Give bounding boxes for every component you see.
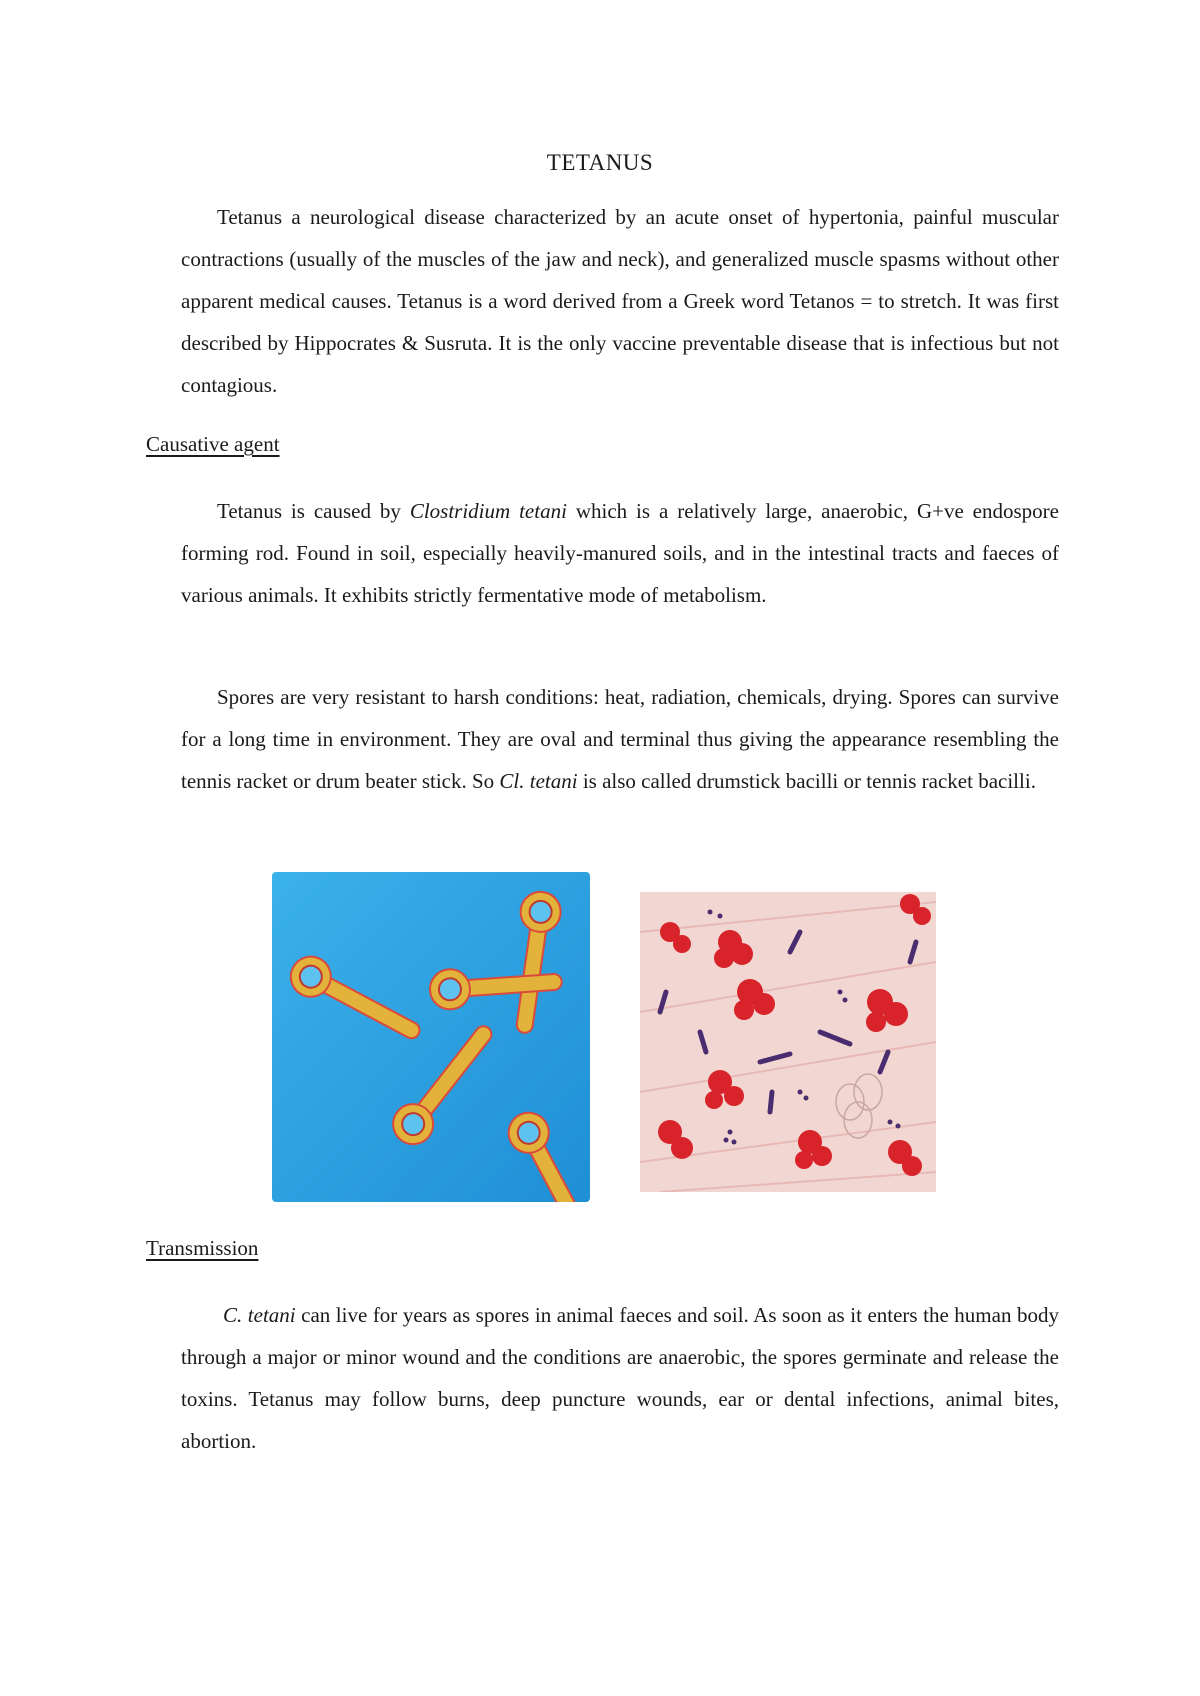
organism-name: Clostridium tetani [409,499,567,523]
organism-abbrev: Cl. tetani [499,769,578,793]
page-title: TETANUS [546,150,654,175]
causative-agent-heading: Causative agent [146,432,280,456]
transmission-text: can live for years as spores in animal faeces and soil. As soon as it enters the human body through a major or minor wound and the conditions are anaerobic, the spores germinate and release the toxins. Tetanus may follow burns, deep puncture wounds, ear or dental infections, animal bites, abortion. [181,1303,1059,1453]
stained-smear-micrograph [640,892,936,1192]
drumstick-bacilli-illustration [272,872,590,1202]
transmission-heading: Transmission [146,1236,259,1260]
transmission-paragraph [181,1294,1059,1462]
causative-p1-text-b: which is a relatively large, anaerobic, G+ve endospore forming rod. Found in soil, especially heavily-manured soils, and in the intestinal tracts and faeces of various animals. It exhibits strictly fermentative mode of metabolism. [181,499,1059,607]
intro-paragraph [181,196,1059,406]
causative-paragraph-2 [181,676,1059,802]
causative-p1-text-a: Tetanus is caused by [217,499,410,523]
organism-short-name: C. tetani [223,1303,296,1327]
intro-text: Tetanus a neurological disease characterized by an acute onset of hypertonia, painful muscular contractions (usually of the muscles of the jaw and neck), and generalized muscle spasms without other apparent medical causes. Tetanus is a word derived from a Greek word Tetanos = to stretch. It was first described by Hippocrates & Susruta. It is the only vaccine preventable disease that is infectious but not contagious. [181,205,1059,397]
causative-p2-text-b: is also called drumstick bacilli or tennis racket bacilli. [577,769,1036,793]
causative-paragraph-1 [181,490,1059,616]
causative-p2-text-a: Spores are very resistant to harsh conditions: heat, radiation, chemicals, drying. Spores can survive for a long time in environment. They are oval and terminal thus giving the appearance resembling the tennis racket or drum beater stick. So [181,685,1059,793]
